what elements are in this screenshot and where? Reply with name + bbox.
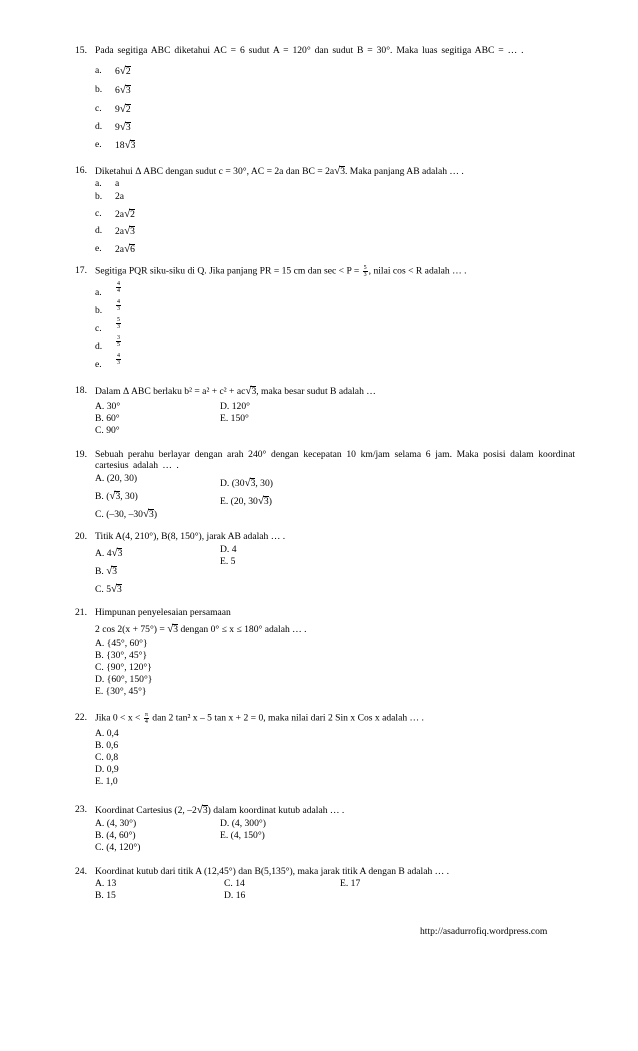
option-b: B. (4, 60°) [95,830,136,841]
option-c: C. 14 [224,878,245,889]
option-d: D. 4 [220,544,237,555]
option-c: C. 0,8 [95,752,119,763]
option-b: B. (√3, 30) [95,490,138,502]
option-b: B. √3 [95,565,118,577]
option-c: C. {90°, 120°} [95,662,152,673]
question-stem: Pada segitiga ABC diketahui AC = 6 sudut A = 120° dan sudut B = 30°. Maka luas segitiga ABC = … . [95,45,524,56]
question-number: 24. [75,866,87,877]
option-a: A. 4√3 [95,547,123,559]
question-stem: Diketahui Δ ABC dengan sudut c = 30°, AC = 2a dan BC = 2a√3. Maka panjang AB adalah … . [95,165,464,177]
option-b: B. 0,6 [95,740,119,751]
option-b: B. {30°, 45°} [95,650,148,661]
option-a: A. {45°, 60°} [95,638,148,649]
question-number: 22. [75,712,87,723]
question-number: 15. [75,45,87,56]
question-stem: Sebuah perahu berlayar dengan arah 240° dengan kecepatan 10 km/jam selama 6 jam. Maka posisi dalam koordinat cartesius adalah … . [95,449,575,472]
option-e: E. {30°, 45°} [95,686,147,697]
option-c: C. 5√3 [95,583,122,595]
option-b: B. 60° [95,413,120,424]
option-d: D. (4, 300°) [220,818,266,829]
question-number: 21. [75,607,87,618]
option-e: E. (4, 150°) [220,830,265,841]
question-number: 16. [75,165,87,176]
option-e: E. 17 [340,878,361,889]
option-e: E. (20, 30√3) [220,495,272,507]
option-a: A. 0,4 [95,728,119,739]
question-equation: 2 cos 2(x + 75°) = √3 dengan 0° ≤ x ≤ 180° adalah … . [95,623,307,635]
option-e: E. 1,0 [95,776,118,787]
option-c: C. 90° [95,425,120,436]
question-number: 18. [75,385,87,396]
option-e: E. 5 [220,556,236,567]
question-number: 20. [75,531,87,542]
worksheet-page: 15. Pada segitiga ABC diketahui AC = 6 sudut A = 120° dan sudut B = 30°. Maka luas segitiga ABC = … . a. 6√2 b. 6√3 c. 9√2 d. 9√3 e. 18√3 16. Diketahui Δ ABC dengan sudut c = 30°, AC = 2a dan BC = 2a√3. Maka panjang AB adalah … . a. a b. 2a c. 2a√2 d. 2a√3 e. 2a√6 17. Segitiga PQR siku-siku di Q. Jika panjang PR = 15 cm dan sec < P = $\frac{5}{3}$ , nilai cos < R adalah … . a. $\frac{4}{4}$ b. $\frac{4}{3}$ c. $\frac{5}{3}$ d. $\frac{3}{5}$ e. $\frac{4}{3}$ 18. Dalam Δ ABC berlaku b² = a² + c² + ac√3, maka besar sudut B adalah … A. 30° B. 60° C. 90° D. 120° E. 150° 19. Sebuah perahu berlayar dengan arah 240° dengan kecepatan 10 km/jam selama 6 jam. Maka posisi dalam koordinat cartesius adalah … . A. (20, 30) B. (√3, 30) C. (–30, –30√3) D. (30√3, 30) E. (20, 30√3) 20. Titik A(4, 210°), B(8, 150°), jarak AB adalah … . A. 4√3 B. √3 C. 5√3 D. 4 E. 5 21. Himpunan penyelesaian persamaan 2 cos 2(x + 75°) = √3 dengan 0° ≤ x ≤ 180° adalah … . A. {45°, 60°} B. {30°, 45°} C. {90°, 120°} D. {60°, 150°} E. {30°, 45°} 22. Jika 0 < x < $\frac{\pi}{4}$ dan 2 tan² x – 5 tan x + 2 = 0, maka nilai dari 2 Sin x Cos x adalah … . A. 0,4 B. 0,6 C. 0,8 D. 0,9 E. 1,0 23. Koordinat Cartesius (2, –2√3) dalam koordinat kutub adalah … . A. (4, 30°) B. (4, 60°) C. (4, 120°) D. (4, 300°) E. (4, 150°) 24. Koordinat kutub dari titik A (12,45°) dan B(5,135°), maka jarak titik A dengan B adalah … . A. 13 B. 15 C. 14 D. 16 E. 17 http://asadurrofiq.wordpress.com [75,45,575,937]
question-number: 23. [75,804,87,815]
question-number: 19. [75,449,87,460]
question-stem: Dalam Δ ABC berlaku b² = a² + c² + ac√3, maka besar sudut B adalah … [95,385,376,397]
option-d: D. 120° [220,401,250,412]
question-number: 17. [75,265,87,276]
question-stem: Himpunan penyelesaian persamaan [95,607,231,618]
option-a: A. (4, 30°) [95,818,137,829]
question-stem: Titik A(4, 210°), B(8, 150°), jarak AB adalah … . [95,531,286,542]
option-a: A. (20, 30) [95,473,138,484]
option-c: C. (4, 120°) [95,842,141,853]
option-b: B. 15 [95,890,116,901]
footer-url: http://asadurrofiq.wordpress.com [420,926,548,937]
option-d: D. 0,9 [95,764,119,775]
option-d: D. {60°, 150°} [95,674,153,685]
option-a: A. 30° [95,401,121,412]
question-stem: Jika 0 < x < $\frac{\pi}{4}$ dan 2 tan² x – 5 tan x + 2 = 0, maka nilai dari 2 Sin x Cos x adalah … . [95,712,424,725]
option-e: E. 150° [220,413,249,424]
question-stem: Segitiga PQR siku-siku di Q. Jika panjang PR = 15 cm dan sec < P = $\frac{5}{3}$ , nilai cos < R adalah … . [95,265,467,278]
question-stem: Koordinat kutub dari titik A (12,45°) dan B(5,135°), maka jarak titik A dengan B adalah … . [95,866,450,877]
option-d: D. 16 [224,890,246,901]
option-c: C. (–30, –30√3) [95,508,158,520]
question-stem: Koordinat Cartesius (2, –2√3) dalam koordinat kutub adalah … . [95,804,345,816]
option-a: A. 13 [95,878,117,889]
option-d: D. (30√3, 30) [220,477,273,489]
